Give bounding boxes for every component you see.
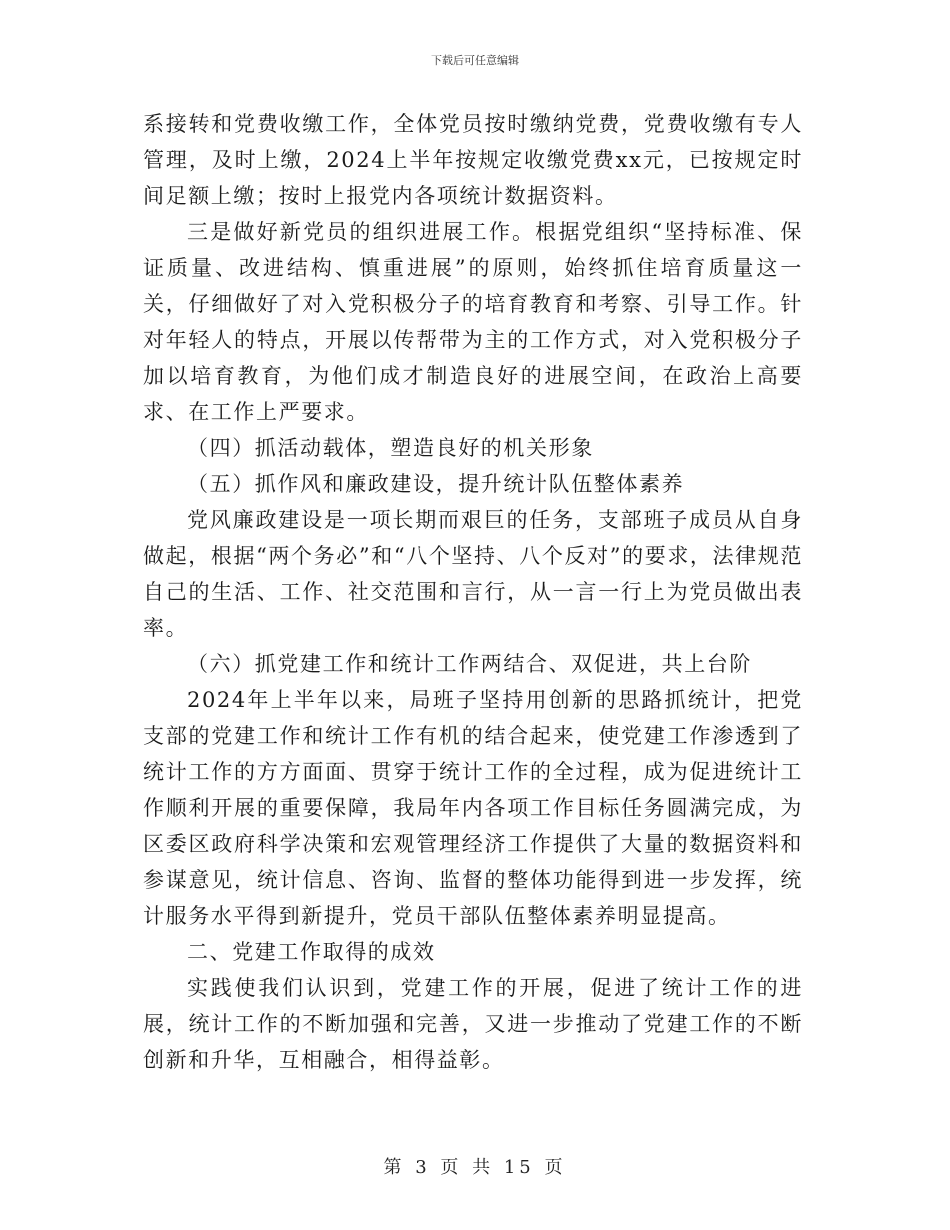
paragraph-4: 2024年上半年以来，局班子坚持用创新的思路抓统计，把党支部的党建工作和统计工作有机的结合起来，使党建工作渗透到了统计工作的方方面面、贯穿于统计工作的全过程，成为促进统计工作顺利开展的重要保障，我局年内各项工作目标任务圆满完成，为区委区政府科学决策和宏观管理经济工作提供了大量的数据资料和参谋意见，统计信息、咨询、监督的整体功能得到进一步发挥，统计服务水平得到新提升，党员干部队伍整体素养明显提高。 <box>143 688 803 928</box>
paragraph-2: 三是做好新党员的组织进展工作。根据党组织“坚持标准、保证质量、改进结构、慎重进展”的原则，始终抓住培育质量这一关，仔细做好了对入党积极分子的培育教育和考察、引导工作。针对年轻人的特点，开展以传帮带为主的工作方式，对入党积极分子加以培育教育，为他们成才制造良好的进展空间，在政治上高要求、在工作上严要求。 <box>143 220 803 424</box>
document-body <box>143 106 803 1078</box>
paragraph-1: 系接转和党费收缴工作，全体党员按时缴纳党费，党费收缴有专人管理，及时上缴，2024上半年按规定收缴党费xx元，已按规定时间足额上缴；按时上报党内各项统计数据资料。 <box>143 112 803 208</box>
paragraph-5: 实践使我们认识到，党建工作的开展，促进了统计工作的进展，统计工作的不断加强和完善，又进一步推动了党建工作的不断创新和升华，互相融合，相得益彰。 <box>143 976 803 1072</box>
section-heading-achievements: 二、党建工作取得的成效 <box>187 940 436 964</box>
section-heading-5: （五）抓作风和廉政建设，提升统计队伍整体素养 <box>187 472 685 496</box>
paragraph-3: 党风廉政建设是一项长期而艰巨的任务，支部班子成员从自身做起，根据“两个务必”和“八个坚持、八个反对”的要求，法律规范自己的生活、工作、社交范围和言行，从一言一行上为党员做出表率。 <box>143 508 803 640</box>
page-number-footer: 第 3 页 共 15 页 <box>383 1157 567 1178</box>
section-heading-6: （六）抓党建工作和统计工作两结合、双促进，共上台阶 <box>187 652 752 676</box>
page-header: 下载后可任意编辑 <box>431 54 519 67</box>
section-heading-4: （四）抓活动载体，塑造良好的机关形象 <box>187 436 594 460</box>
